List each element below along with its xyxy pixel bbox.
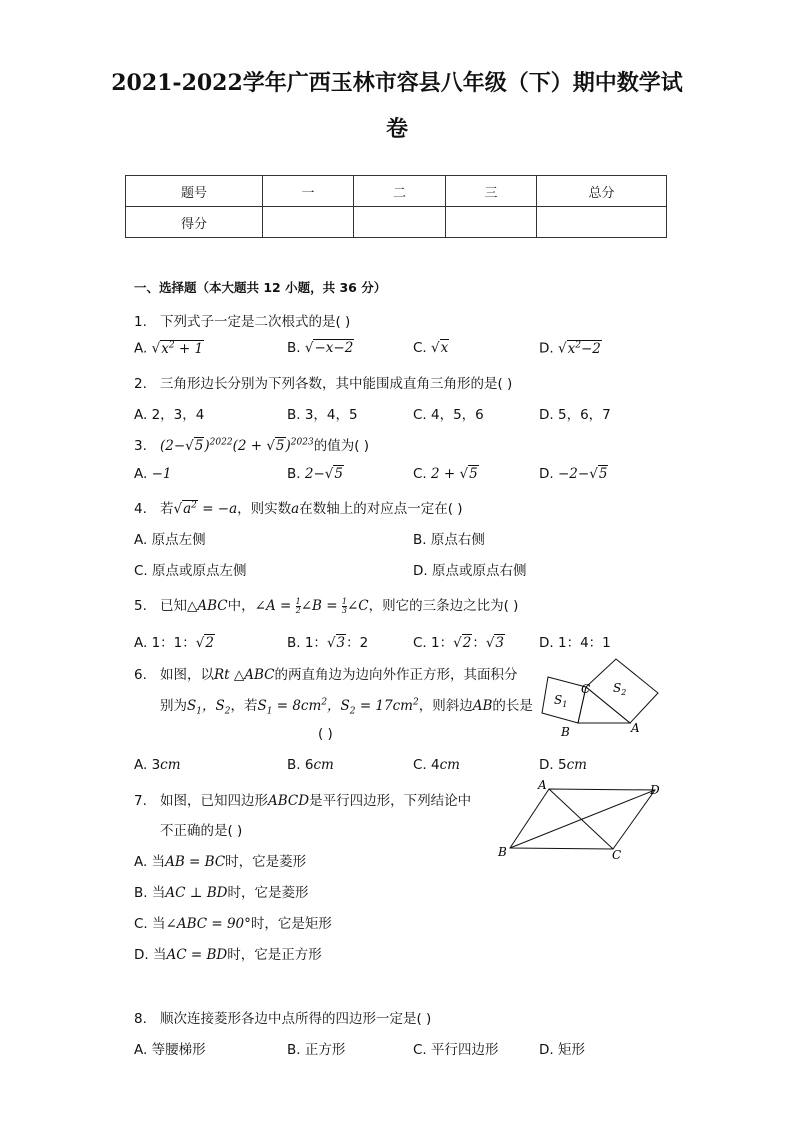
option-label: D. 当 <box>134 947 167 963</box>
option-c: C. 2 + √5 <box>413 466 478 482</box>
label-c: C <box>581 682 591 696</box>
unit-label: cm <box>160 757 181 773</box>
option-label: C. 当 <box>134 916 166 932</box>
question-stem: 下列式子一定是二次根式的是( ) <box>160 314 351 330</box>
option-label: A. <box>134 340 148 357</box>
option-a: A. $√x^2 + 1$ <box>134 340 204 357</box>
option-a <box>134 757 181 773</box>
math-expression: ∠A = $\frac{1}{2}$ ∠B = $\frac{1}{3}$ ∠C <box>254 597 369 615</box>
question-number: 6. <box>134 667 147 683</box>
option-text: 时，它是正方形 <box>227 947 322 963</box>
question-stem: 别为 <box>160 698 187 714</box>
unit-label: cm <box>566 757 587 773</box>
question-number: 1. <box>134 314 147 330</box>
score-header-cell: 总分 <box>537 176 667 207</box>
question-number: 8. <box>134 1011 147 1027</box>
option-d: D. 原点或原点右侧 <box>413 563 527 579</box>
document-title-line2: 卷 <box>385 116 408 142</box>
option-d: D. 1：4：1 <box>539 635 611 651</box>
option-b: B. 1：√3：2 <box>287 635 369 651</box>
score-table-header-row <box>126 176 667 207</box>
question-stem: ，则实数 <box>237 501 292 517</box>
score-table <box>125 175 667 238</box>
score-table-score-row <box>126 207 667 238</box>
question-number: 3. <box>134 438 147 454</box>
option-label: A. 1：1： <box>134 635 196 651</box>
option-label: C. <box>413 466 427 482</box>
option-b <box>287 757 334 773</box>
option-label: A. <box>134 466 148 482</box>
option-a: A. 等腰梯形 <box>134 1042 206 1058</box>
option-a: A. −1 <box>134 466 172 482</box>
question-stem: 若 <box>160 501 174 517</box>
option-label: D. <box>539 466 554 482</box>
option-label: B. 6 <box>287 757 314 773</box>
option-label: B. <box>287 466 301 482</box>
option-text: 时，它是矩形 <box>250 916 332 932</box>
question-4 <box>134 497 463 517</box>
score-header-cell: 一 <box>263 176 354 207</box>
question-number: 5. <box>134 598 147 614</box>
score-header-cell: 二 <box>354 176 446 207</box>
label-a: A <box>538 778 547 792</box>
section-title: 一、选择题（本大题共 12 小题，共 36 分） <box>134 280 387 295</box>
option-label: C. 1： <box>413 635 454 651</box>
score-header-cell: 三 <box>446 176 537 207</box>
option-c <box>413 757 460 773</box>
math-expression: $x^2-2$ <box>567 340 601 357</box>
math-expression: x <box>440 340 449 356</box>
question-stem: 在数轴上的对应点一定在( ) <box>299 501 463 517</box>
math-expression: AB <box>472 698 493 714</box>
question-7-line2: 不正确的是( ) <box>160 823 243 839</box>
option-c: C. 1：√2：√3 <box>413 635 505 651</box>
question-stem: 三角形边长分别为下列各数，其中能围成直角三角形的是( ) <box>160 376 513 392</box>
question-stem: 顺次连接菱形各边中点所得的四边形一定是( ) <box>160 1011 432 1027</box>
option-b: B. 2−√5 <box>287 466 343 482</box>
label-c: C <box>612 848 622 862</box>
label-a: A <box>631 721 640 735</box>
question-6-line2 <box>160 694 533 717</box>
option-b: B. 原点右侧 <box>413 532 485 548</box>
option-text: 时，它是菱形 <box>227 885 309 901</box>
option-label: D. <box>539 340 554 357</box>
question-stem: 如图，已知四边形 <box>160 793 268 809</box>
question-stem: ，则它的三条边之比为( ) <box>368 598 519 614</box>
score-header-cell: 题号 <box>126 176 263 207</box>
option-c: C. 当∠ABC = 90°时，它是矩形 <box>134 916 332 932</box>
label-s1: $S_1$ <box>554 693 568 709</box>
option-c: C. 4，5，6 <box>413 407 484 423</box>
option-label: C. 4 <box>413 757 440 773</box>
score-cell <box>263 207 354 238</box>
option-label: B. <box>287 340 301 356</box>
option-label: C. <box>413 340 427 356</box>
question-6 <box>134 663 518 683</box>
question-3 <box>134 434 369 454</box>
question-number: 2. <box>134 376 147 392</box>
option-d <box>539 757 587 773</box>
question-stem: ，若 <box>230 698 258 714</box>
question-7 <box>134 789 471 809</box>
option-d: D. 5，6，7 <box>539 407 611 423</box>
option-label: A. 当 <box>134 854 166 870</box>
math-expression: $x^2 + 1$ <box>161 340 204 357</box>
label-d: D <box>650 783 660 797</box>
score-cell <box>537 207 667 238</box>
unit-label: cm <box>313 757 334 773</box>
question-6-line3: ( ) <box>318 726 333 742</box>
label-b: B <box>498 845 507 859</box>
question-stem: 中， <box>227 598 255 614</box>
question-5 <box>134 594 518 615</box>
math-expression: ABCD <box>268 793 310 809</box>
option-label: B. 当 <box>134 885 166 901</box>
question-number: 7. <box>134 793 147 809</box>
diagonal-bd <box>510 790 655 848</box>
math-expression: $S_1 = 8cm^2$，$S_2 = 17cm^2$ <box>257 697 419 717</box>
score-row-label: 得分 <box>126 207 263 238</box>
option-c: C. 平行四边形 <box>413 1042 499 1058</box>
option-label: A. 3 <box>134 757 161 773</box>
option-b: B. 正方形 <box>287 1042 346 1058</box>
unit-label: cm <box>439 757 460 773</box>
question-stem: 如图，以 <box>160 667 214 683</box>
math-expression: −x−2 <box>314 340 354 356</box>
question-stem: 的长是 <box>492 698 533 714</box>
score-cell <box>446 207 537 238</box>
math-expression: $S_1$，$S_2$ <box>187 698 231 717</box>
option-c: C. 原点或原点左侧 <box>134 563 247 579</box>
option-text: 时，它是菱形 <box>225 854 307 870</box>
option-d: D. −2−√5 <box>539 466 608 482</box>
option-b: B. √−x−2 <box>287 340 354 356</box>
question-stem: 是平行四边形，下列结论中 <box>309 793 472 809</box>
diagonal-ac <box>549 789 613 849</box>
math-expression: $(2-√5)^{2022}(2 + √5)^{2023}$ <box>160 437 314 454</box>
question-1 <box>134 310 350 330</box>
figure-right-triangle-squares <box>540 655 665 740</box>
option-a: A. 1：1：√2 <box>134 635 214 651</box>
math-expression: ABC <box>197 598 228 614</box>
label-s2: $S_2$ <box>613 681 627 697</box>
option-label: D. 5 <box>539 757 567 773</box>
option-a: A. 2，3，4 <box>134 407 205 423</box>
option-b: B. 当AC ⊥ BD时，它是菱形 <box>134 885 309 901</box>
question-number: 4. <box>134 501 147 517</box>
question-8 <box>134 1007 431 1027</box>
math-expression: $√a^2 = -a$ <box>173 500 238 517</box>
question-stem: ，则斜边 <box>418 698 473 714</box>
score-cell <box>354 207 446 238</box>
question-2 <box>134 372 512 392</box>
option-d: D. 当AC = BD时，它是正方形 <box>134 947 322 963</box>
option-c: C. √x <box>413 340 449 356</box>
document-title-line1: 2021-2022学年广西玉林市容县八年级（下）期中数学试 <box>111 70 683 96</box>
option-a: A. 原点左侧 <box>134 532 206 548</box>
question-stem: 已知△ <box>160 598 198 614</box>
math-expression: Rt △ABC <box>214 667 275 683</box>
question-stem: 的两直角边为边向外作正方形，其面积分 <box>274 667 518 683</box>
option-d: D. 矩形 <box>539 1042 585 1058</box>
figure-parallelogram <box>495 778 670 863</box>
option-a: A. 当AB = BC时，它是菱形 <box>134 854 307 870</box>
option-label: B. 1： <box>287 635 327 651</box>
label-b: B <box>561 725 570 739</box>
option-b: B. 3，4，5 <box>287 407 358 423</box>
option-d: D. $√x^2-2$ <box>539 340 601 357</box>
math-variable: a <box>291 501 300 517</box>
question-stem: 的值为( ) <box>313 438 370 454</box>
